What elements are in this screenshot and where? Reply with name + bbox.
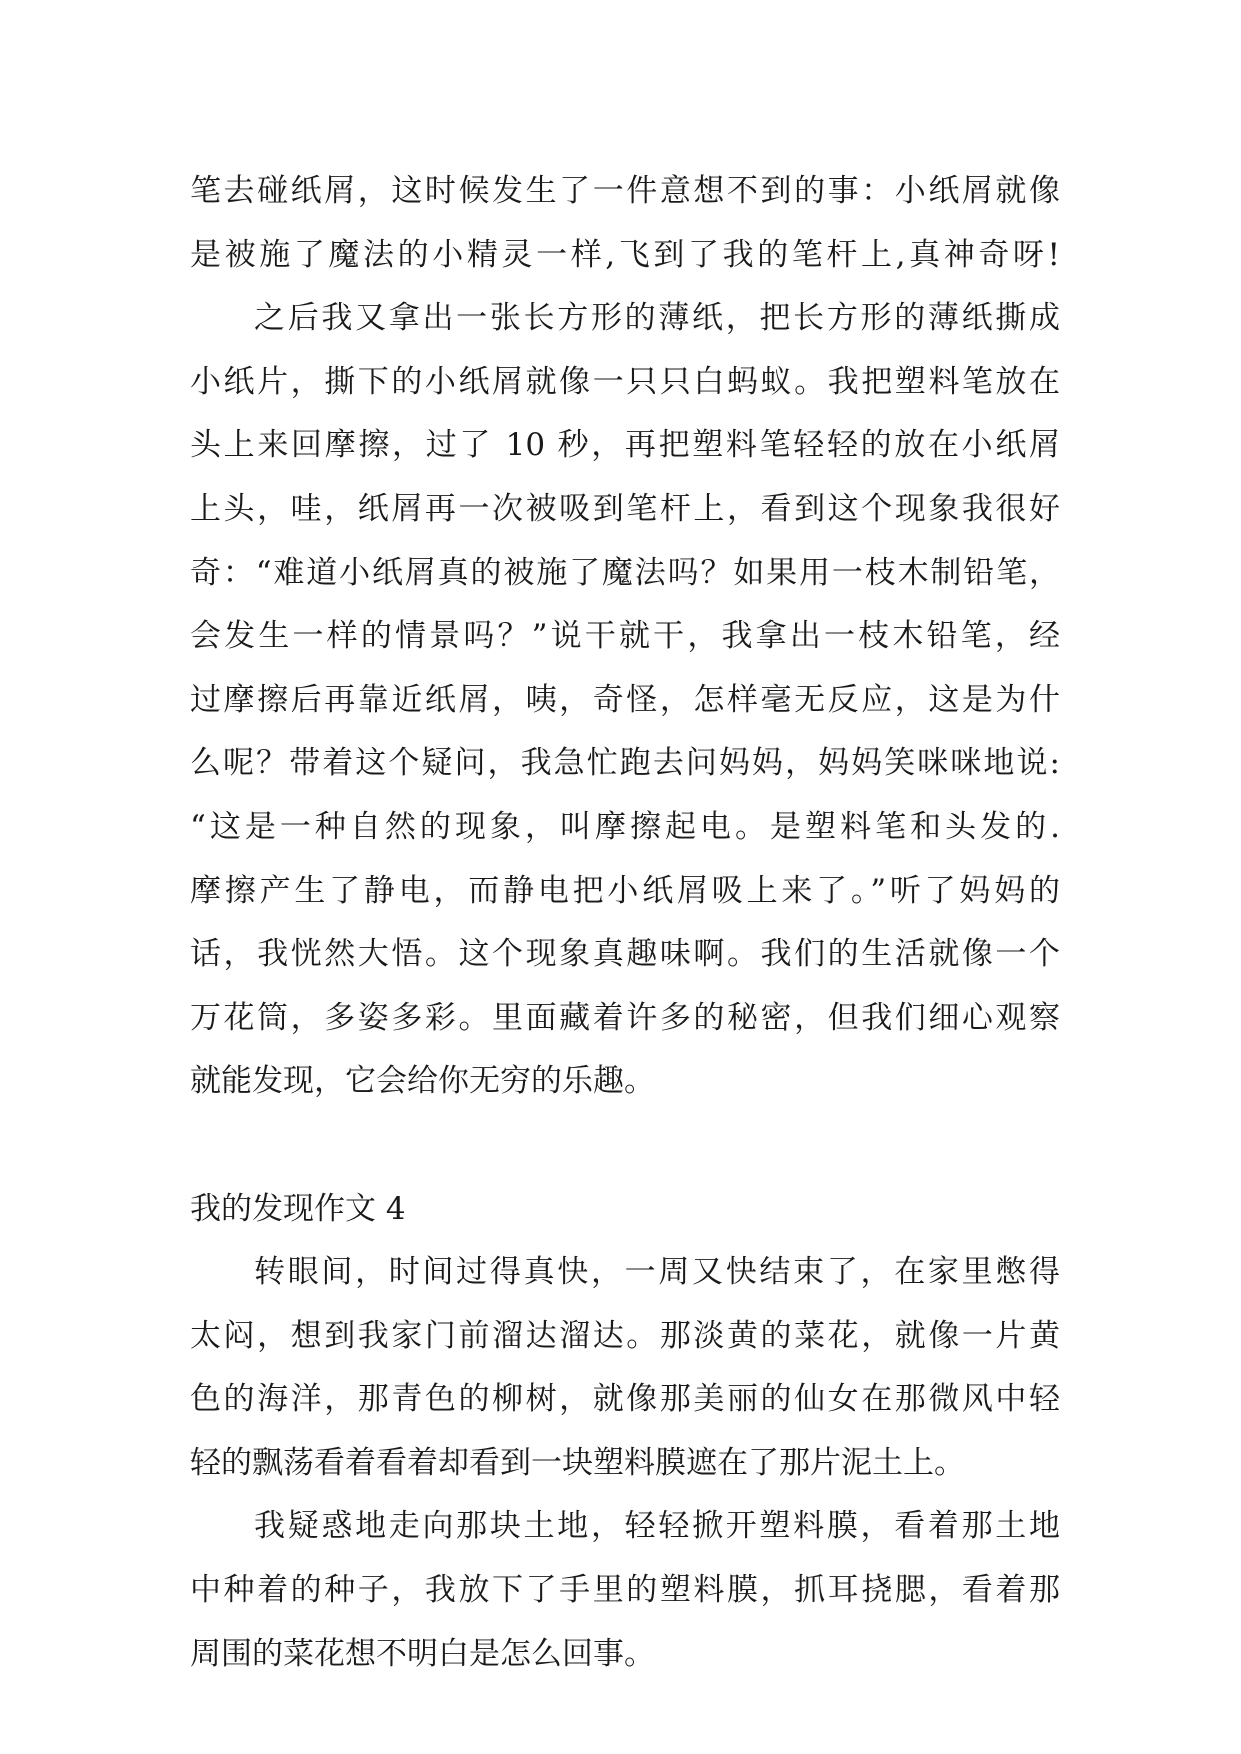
text-line: 是被施了魔法的小精灵一样,飞到了我的笔杆上,真神奇呀! bbox=[190, 236, 1060, 273]
text-line: 头上来回摩擦，过了 10 秒，再把塑料笔轻轻的放在小纸屑 bbox=[190, 427, 1060, 464]
text-line: 会发生一样的情景吗？”说干就干，我拿出一枝木铅笔，经 bbox=[190, 618, 1060, 655]
text-line: 转眼间，时间过得真快，一周又快结束了，在家里憋得 bbox=[254, 1254, 1060, 1291]
section-heading: 我的发现作文 4 bbox=[190, 1190, 406, 1227]
text-line: 万花筒，多姿多彩。里面藏着许多的秘密，但我们细心观察 bbox=[190, 999, 1060, 1036]
text-line: “这是一种自然的现象，叫摩擦起电。是塑料笔和头发的. bbox=[190, 808, 1060, 845]
text-line: 过摩擦后再靠近纸屑，咦，奇怪，怎样毫无反应，这是为什 bbox=[190, 681, 1060, 718]
paragraph-gap bbox=[190, 1114, 1060, 1178]
text-line: 话，我恍然大悟。这个现象真趣味啊。我们的生活就像一个 bbox=[190, 936, 1060, 973]
text-line: 上头，哇，纸屑再一次被吸到笔杆上，看到这个现象我很好 bbox=[190, 490, 1060, 527]
text-line: 小纸片，撕下的小纸屑就像一只只白蚂蚁。我把塑料笔放在 bbox=[190, 363, 1060, 400]
text-line: 周围的菜花想不明白是怎么回事。 bbox=[190, 1635, 655, 1672]
text-line: 么呢？带着这个疑问，我急忙跑去问妈妈，妈妈笑咪咪地说: bbox=[190, 745, 1060, 782]
text-line: 摩擦产生了静电，而静电把小纸屑吸上来了。”听了妈妈的 bbox=[190, 872, 1060, 909]
text-line: 就能发现，它会给你无穷的乐趣。 bbox=[190, 1063, 655, 1100]
essay-body bbox=[190, 160, 1060, 1686]
text-line: 之后我又拿出一张长方形的薄纸，把长方形的薄纸撕成 bbox=[254, 300, 1060, 337]
text-line: 中种着的种子，我放下了手里的塑料膜，抓耳挠腮，看着那 bbox=[190, 1572, 1060, 1609]
text-line: 奇：“难道小纸屑真的被施了魔法吗？如果用一枝木制铅笔， bbox=[190, 554, 1060, 591]
text-line: 太闷，想到我家门前溜达溜达。那淡黄的菜花，就像一片黄 bbox=[190, 1317, 1060, 1354]
text-line: 轻的飘荡看着看着却看到一块塑料膜遮在了那片泥土上。 bbox=[190, 1444, 965, 1481]
text-line: 我疑惑地走向那块土地，轻轻掀开塑料膜，看着那土地 bbox=[254, 1508, 1060, 1545]
text-line: 笔去碰纸屑，这时候发生了一件意想不到的事：小纸屑就像 bbox=[190, 173, 1060, 209]
text-line: 色的海洋，那青色的柳树，就像那美丽的仙女在那微风中轻 bbox=[190, 1381, 1060, 1418]
